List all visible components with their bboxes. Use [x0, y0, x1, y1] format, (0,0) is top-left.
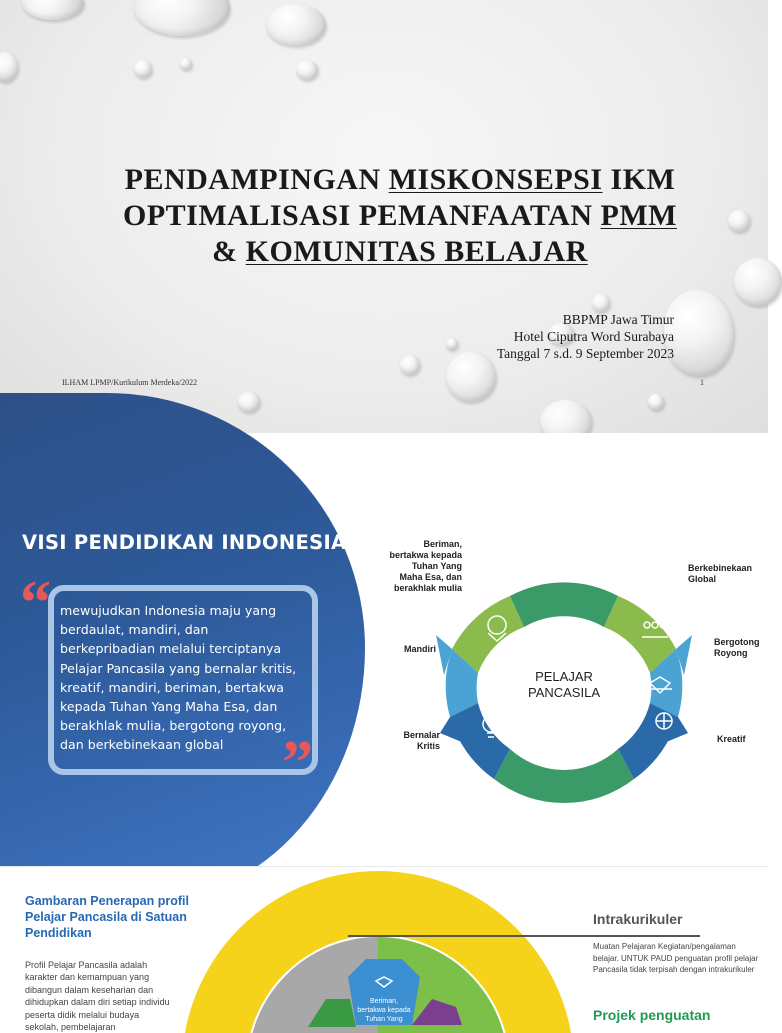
title-part-underlined: PMM: [600, 199, 677, 232]
visi-heading: VISI PENDIDIKAN INDONESIA: [22, 531, 347, 554]
raised-fist-icon: [479, 675, 493, 703]
center-text-line: Tuhan Yang: [365, 1016, 403, 1023]
label-line: Bergotong: [714, 637, 760, 647]
slide-visi: [0, 433, 768, 866]
profil-diagram: [180, 867, 580, 1025]
water-drop: [446, 338, 458, 350]
water-drop: [296, 60, 318, 80]
label-berkebinekaan: [688, 563, 752, 584]
label-line: Bernalar: [403, 730, 440, 740]
close-quote-icon: ”: [282, 729, 313, 797]
center-label-1: PELAJAR: [535, 669, 593, 684]
label-line: Royong: [714, 648, 748, 658]
water-drop: [664, 290, 734, 376]
open-quote-icon: “: [20, 569, 51, 637]
slide-title: [0, 0, 768, 433]
water-drop: [0, 52, 18, 82]
venue: Hotel Ciputra Word Surabaya: [513, 329, 674, 344]
label-line: Berkebinekaan: [688, 563, 753, 573]
page-number: 1: [700, 378, 704, 387]
water-drop: [648, 394, 664, 410]
brain-idea-icon: [656, 713, 672, 729]
title-line-3: [212, 235, 588, 268]
label-line: Global: [688, 574, 717, 584]
title-line-1: [125, 163, 676, 196]
segment-bottom: [494, 749, 634, 803]
water-drop: [134, 60, 152, 78]
slide-title-text: [100, 162, 700, 270]
center-text-line: bertakwa kepada: [357, 1007, 411, 1014]
center-label-2: PANCASILA: [527, 685, 601, 700]
water-drop: [400, 355, 420, 375]
water-drop: [266, 4, 326, 46]
pelajar-pancasila-wheel: [360, 533, 768, 813]
label-bernalar: [403, 730, 440, 751]
water-drop: [180, 58, 192, 70]
center-text-line: Beriman,: [369, 998, 399, 1005]
water-drop: [592, 294, 610, 312]
projek-heading: Projek penguatan: [593, 1007, 711, 1023]
water-drop: [134, 0, 230, 36]
presentation-meta: [497, 311, 674, 362]
water-drop: [734, 258, 782, 306]
title-line-2: [123, 199, 677, 232]
title-part: OPTIMALISASI PEMANFAATAN: [123, 199, 601, 232]
title-part: PENDAMPINGAN: [124, 163, 389, 196]
label-mandiri: Mandiri: [403, 644, 436, 654]
event-date: Tanggal 7 s.d. 9 September 2023: [496, 346, 674, 361]
visi-quote: mewujudkan Indonesia maju yang berdaulat, mandiri, dan berkepribadian melalui terciptanya Pelajar Pancasila yang bernalar kritis, kreatif, mandiri, beriman, bertakwa kepada Tuhan Yang Maha Esa, dan berakhlak mulia, bergotong royong, dan berkebinekaan global: [60, 603, 297, 753]
segment-top: [510, 582, 618, 627]
water-drop: [728, 210, 750, 232]
slide-gambaran: [0, 866, 768, 1033]
gambaran-title: Gambaran Penerapan profil Pelajar Pancasila di Satuan Pendidikan: [25, 894, 189, 940]
label-line: Maha Esa, dan: [399, 572, 462, 582]
title-part-underlined: KOMUNITAS BELAJAR: [245, 235, 588, 268]
gambaran-body: Profil Pelajar Pancasila adalah karakter dan kemampuan yang dibangun dalam keseharian dan dihidupkan dalam diri setiap individu peserta didik melalui budaya sekolah, pembelajaran: [25, 960, 170, 1033]
label-kreatif: Kreatif: [717, 734, 746, 744]
divider-line: [348, 935, 700, 937]
title-part: IKM: [602, 163, 676, 196]
title-part: &: [212, 235, 246, 268]
org-name: BBPMP Jawa Timur: [562, 312, 674, 327]
intrakurikuler-heading: Intrakurikuler: [593, 911, 683, 927]
label-line: bertakwa kepada: [389, 550, 462, 560]
intrakurikuler-text: Muatan Pelajaran Kegiatan/pengalaman belajar. UNTUK PAUD penguatan profil pelajar Pancasila tidak terpisah dengan intrakurikuler: [593, 942, 759, 974]
water-drop: [446, 352, 496, 402]
slide-footer: ILHAM LPMP/Kurikulum Merdeka/2022: [62, 378, 198, 387]
label-line: Tuhan Yang: [411, 561, 462, 571]
label-line: Beriman,: [423, 539, 462, 549]
label-gotong: [714, 637, 760, 658]
label-beriman: [389, 539, 463, 593]
water-drop: [238, 392, 260, 412]
label-line: Kritis: [416, 741, 440, 751]
title-part-underlined: MISKONSEPSI: [388, 163, 603, 196]
water-drop: [22, 0, 84, 20]
label-line: berakhlak mulia: [393, 583, 462, 593]
